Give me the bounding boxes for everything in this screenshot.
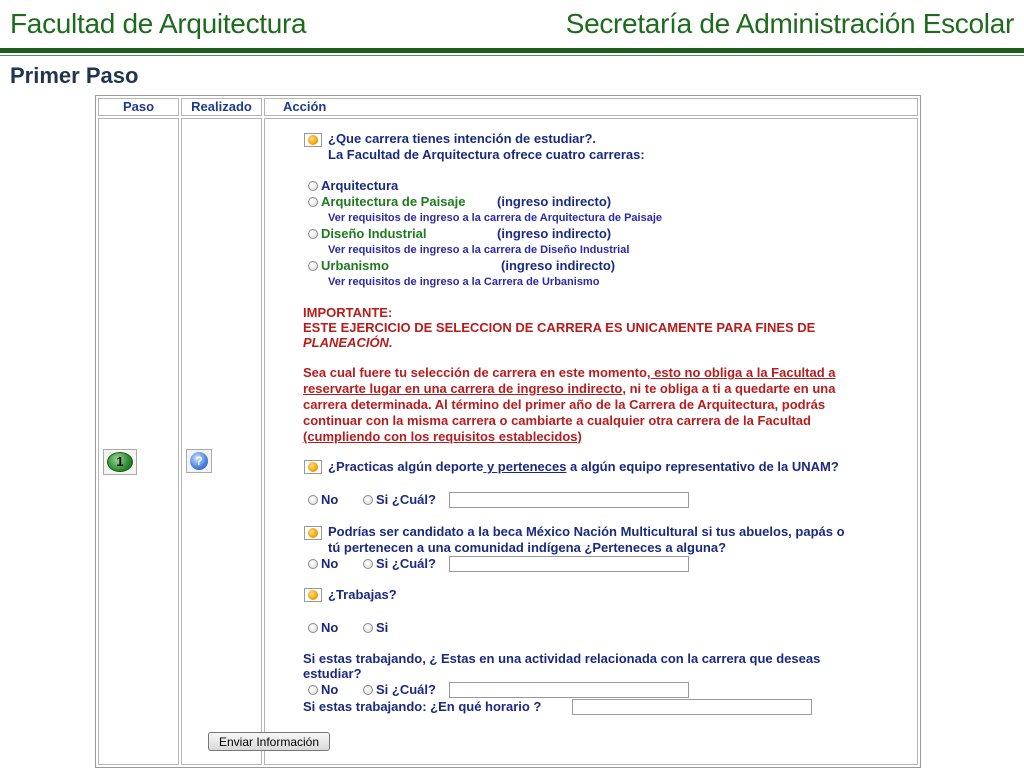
q2-option-no[interactable]	[308, 492, 338, 507]
step-number: 1	[107, 452, 133, 472]
q3-question-line-2: tú pertenecen a una comunidad indígena ¿Perteneces a alguna?	[328, 540, 727, 555]
column-header-paso: Paso	[98, 98, 179, 116]
radio-icon[interactable]	[363, 623, 373, 633]
disclaimer-line-4: continuar con la misma carrera o cambiarte a cualquier otra carrera de la Facultad	[303, 413, 811, 428]
option-note: (ingreso indirecto)	[497, 226, 612, 241]
q5-question-line-1: Si estas trabajando, ¿ Estas en una actividad relacionada con la carrera que deseas	[303, 651, 821, 666]
faculty-title: Facultad de Arquitectura	[10, 8, 307, 39]
option-label: Urbanismo	[321, 258, 389, 273]
q3-question-line-1: Podrías ser candidato a la beca México Nación Multicultural si tus abuelos, papás o	[328, 524, 845, 539]
radio-icon[interactable]	[308, 197, 318, 207]
disclaimer-text: , ni te obliga a ti a quedarte en una	[622, 381, 836, 396]
q5-question-line-2: estudiar?	[303, 666, 362, 681]
q3-cual-input[interactable]	[449, 556, 689, 572]
disclaimer-text: Sea cual fuere tu selección de carrera en este momento,	[303, 365, 651, 380]
q3-option-si[interactable]	[363, 556, 436, 571]
question-bullet-icon	[304, 526, 322, 540]
link-requisitos-diseno[interactable]: Ver requisitos de ingreso a la carrera de Diseño Industrial	[328, 244, 630, 256]
q5-option-no[interactable]	[308, 682, 338, 697]
q4-option-si[interactable]	[363, 620, 388, 635]
radio-icon[interactable]	[308, 261, 318, 271]
question-bullet-icon	[304, 588, 322, 602]
disclaimer-emphasis: reservarte lugar en una carrera de ingreso indirecto	[303, 381, 623, 396]
important-label: IMPORTANTE:	[303, 305, 393, 320]
q2-cual-input[interactable]	[449, 492, 689, 508]
submit-button[interactable]: Enviar Información	[208, 732, 330, 751]
option-note: (ingreso indirecto)	[501, 258, 616, 273]
realizado-cell	[181, 118, 262, 765]
disclaimer-line-5: (cumpliendo con los requisitos establecidos)	[303, 429, 582, 444]
option-label: Si ¿Cuál?	[376, 556, 436, 571]
disclaimer-line-3: carrera determinada. Al término del primer año de la Carrera de Arquitectura, podrás	[303, 397, 826, 412]
option-label: No	[321, 620, 339, 635]
option-urbanismo[interactable]	[308, 258, 389, 273]
question-bullet-icon	[304, 133, 322, 147]
q3-option-no[interactable]	[308, 556, 338, 571]
important-line-2: PLANEACIÓN.	[303, 335, 393, 350]
radio-icon[interactable]	[308, 181, 318, 191]
option-note: (ingreso indirecto)	[497, 194, 612, 209]
option-label: Si ¿Cuál?	[376, 682, 436, 697]
option-label: Diseño Industrial	[321, 226, 427, 241]
q2-text: ¿Practicas algún deporte	[328, 459, 484, 474]
q5-horario-label: Si estas trabajando: ¿En qué horario ?	[303, 699, 542, 714]
radio-icon[interactable]	[363, 559, 373, 569]
link-requisitos-urbanismo[interactable]: Ver requisitos de ingreso a la Carrera de Urbanismo	[328, 276, 600, 288]
header-divider-thin	[0, 55, 1024, 56]
disclaimer-line-2	[303, 381, 835, 396]
step-heading: Primer Paso	[10, 63, 139, 88]
option-diseno-industrial[interactable]	[308, 226, 426, 241]
option-label: Arquitectura de Paisaje	[321, 194, 466, 209]
q1-subtitle: La Facultad de Arquitectura ofrece cuatro carreras:	[328, 147, 645, 162]
q2-emphasis: y perteneces	[483, 459, 567, 474]
department-title: Secretaría de Administración Escolar	[565, 8, 1014, 39]
disclaimer-line-1	[303, 365, 835, 380]
option-label: Si	[376, 620, 389, 635]
q1-question: ¿Que carrera tienes intención de estudiar?.	[328, 131, 597, 146]
option-label: No	[321, 556, 339, 571]
important-line-1: ESTE EJERCICIO DE SELECCION DE CARRERA ES UNICAMENTE PARA FINES DE	[303, 320, 816, 335]
option-label: No	[321, 492, 339, 507]
column-header-accion: Acción	[264, 98, 918, 116]
q4-option-no[interactable]	[308, 620, 338, 635]
option-label: Si ¿Cuál?	[376, 492, 436, 507]
radio-icon[interactable]	[308, 229, 318, 239]
option-arquitectura-paisaje[interactable]	[308, 194, 466, 209]
question-bullet-icon	[304, 460, 322, 474]
help-symbol: ?	[190, 452, 208, 470]
q2-text: a algún equipo representativo de la UNAM?	[566, 459, 839, 474]
radio-icon[interactable]	[308, 559, 318, 569]
option-arquitectura[interactable]	[308, 178, 398, 193]
disclaimer-emphasis: esto no obliga a la Facultad a	[650, 365, 836, 380]
q5-horario-input[interactable]	[572, 699, 812, 715]
radio-icon[interactable]	[308, 495, 318, 505]
step-number-icon	[103, 449, 137, 475]
radio-icon[interactable]	[308, 623, 318, 633]
q2-question	[328, 459, 839, 474]
option-label: No	[321, 682, 339, 697]
option-label: Arquitectura	[321, 178, 399, 193]
column-header-realizado: Realizado	[181, 98, 262, 116]
header-divider	[0, 48, 1024, 53]
help-icon[interactable]	[186, 449, 212, 473]
q5-option-si[interactable]	[363, 682, 436, 697]
q2-option-si[interactable]	[363, 492, 436, 507]
link-requisitos-paisaje[interactable]: Ver requisitos de ingreso a la carrera de Arquitectura de Paisaje	[328, 212, 663, 224]
paso-cell	[98, 118, 179, 765]
radio-icon[interactable]	[363, 495, 373, 505]
radio-icon[interactable]	[308, 685, 318, 695]
q4-question: ¿Trabajas?	[328, 587, 397, 602]
q5-cual-input[interactable]	[449, 682, 689, 698]
radio-icon[interactable]	[363, 685, 373, 695]
